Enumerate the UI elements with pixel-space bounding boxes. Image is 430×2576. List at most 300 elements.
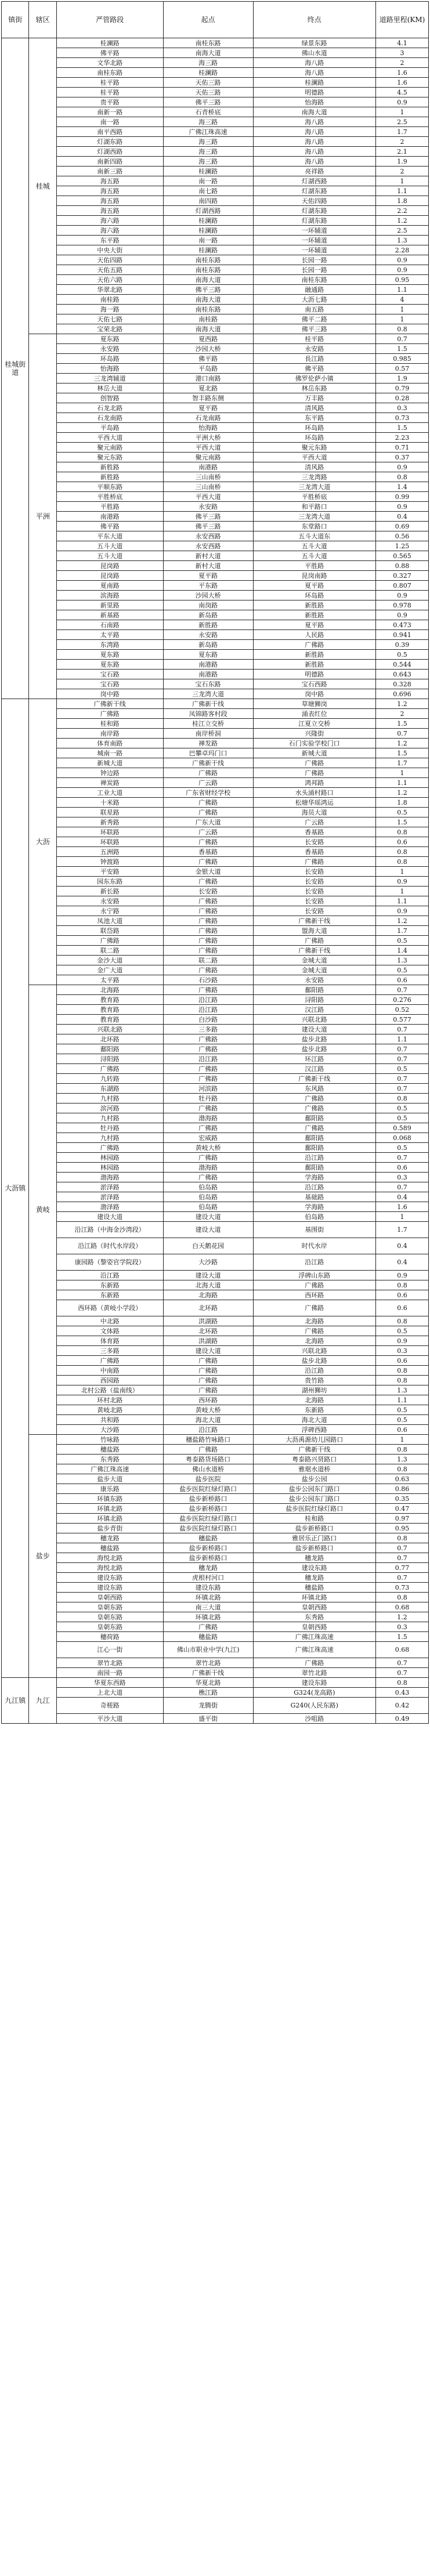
length-cell: 0.69 <box>376 522 429 531</box>
road-name-cell: 东湾路 <box>56 640 163 650</box>
end-point-cell: 大沥禹源幼儿园路口 <box>253 1435 376 1445</box>
start-point-cell: 桂澜路 <box>163 216 253 226</box>
end-point-cell: 环岛路 <box>253 591 376 600</box>
table-body <box>2 38 429 1724</box>
start-point-cell: 新胜路 <box>163 620 253 630</box>
road-name-cell: 工业大道 <box>56 788 163 798</box>
road-name-cell: 滨海路 <box>56 591 163 600</box>
end-point-cell: 海八路 <box>253 157 376 167</box>
road-name-cell: 创智路 <box>56 393 163 403</box>
road-name-cell: 天佑四路 <box>56 255 163 265</box>
end-point-cell: 北海路 <box>253 1395 376 1405</box>
table-row <box>2 97 429 107</box>
end-point-cell: 浮碑山东路 <box>253 1271 376 1280</box>
end-point-cell: 清风路 <box>253 403 376 413</box>
length-cell: 0.9 <box>376 97 429 107</box>
length-cell: 0.544 <box>376 660 429 670</box>
end-point-cell: 平胜桥底 <box>253 492 376 502</box>
table-row <box>2 216 429 226</box>
start-point-cell: 广佛路 <box>163 1104 253 1113</box>
road-name-cell: 牡丹路 <box>56 1123 163 1133</box>
end-point-cell: 新胜路 <box>253 650 376 660</box>
table-row <box>2 393 429 403</box>
length-cell: 0.71 <box>376 443 429 453</box>
end-point-cell: 灯湖东路 <box>253 216 376 226</box>
road-name-cell: 宝石路 <box>56 679 163 689</box>
table-row <box>2 1113 429 1123</box>
table-row <box>2 462 429 472</box>
end-point-cell: 浮碑西路 <box>253 1425 376 1435</box>
road-name-cell: 林园路 <box>56 1153 163 1163</box>
start-point-cell: 广佛路 <box>163 877 253 887</box>
length-cell: 0.7 <box>376 1658 429 1668</box>
end-point-cell: 桂平路 <box>253 334 376 344</box>
table-row <box>2 906 429 916</box>
road-name-cell: 天佑五路 <box>56 265 163 275</box>
length-cell: 0.7 <box>376 1182 429 1192</box>
length-cell: 3 <box>376 48 429 58</box>
length-cell: 0.7 <box>376 334 429 344</box>
road-name-cell: 九村路 <box>56 1113 163 1123</box>
table-row <box>2 443 429 453</box>
length-cell: 0.3 <box>376 1346 429 1356</box>
length-cell: 0.8 <box>376 1593 429 1602</box>
road-name-cell: 南新四路 <box>56 157 163 167</box>
start-point-cell: 夏平路 <box>163 571 253 581</box>
length-cell: 0.68 <box>376 1602 429 1612</box>
start-point-cell: 盐步医院 <box>163 1474 253 1484</box>
road-table <box>1 1 429 1724</box>
table-row <box>2 502 429 512</box>
end-point-cell: 明德路 <box>253 88 376 97</box>
length-cell: 0.7 <box>376 1573 429 1583</box>
road-name-cell: 九村路 <box>56 1133 163 1143</box>
table-row <box>2 512 429 522</box>
end-point-cell: 長江路 <box>253 354 376 364</box>
length-cell: 0.56 <box>376 531 429 541</box>
end-point-cell: 环镇北路 <box>253 1593 376 1602</box>
end-point-cell: 广佛路 <box>253 1326 376 1336</box>
road-name-cell: 渤泽路 <box>56 1202 163 1212</box>
end-point-cell: 广佛路 <box>253 1104 376 1113</box>
table-row <box>2 946 429 956</box>
start-point-cell: 南桂东路 <box>163 255 253 265</box>
start-point-cell: 建设大道 <box>163 1346 253 1356</box>
end-point-cell: 东新路 <box>253 1405 376 1415</box>
road-name-cell: 东平路 <box>56 236 163 245</box>
start-point-cell: 宝石东路 <box>163 679 253 689</box>
length-cell: 2 <box>376 58 429 68</box>
road-name-cell: 南新三路 <box>56 167 163 176</box>
table-row <box>2 344 429 354</box>
end-point-cell: 环岛路 <box>253 433 376 443</box>
table-row <box>2 1064 429 1074</box>
length-cell: 0.8 <box>376 1376 429 1385</box>
end-point-cell: 聚元东路 <box>253 443 376 453</box>
end-point-cell: 水头涌村路口 <box>253 788 376 798</box>
road-name-cell: 中南路 <box>56 1366 163 1376</box>
length-cell: 0.5 <box>376 1113 429 1123</box>
table-row <box>2 571 429 581</box>
road-name-cell: 南桂路 <box>56 295 163 305</box>
length-cell: 0.95 <box>376 275 429 285</box>
end-point-cell: 亮祥路 <box>253 167 376 176</box>
end-point-cell: 学海路 <box>253 1173 376 1182</box>
start-point-cell: 广佛路 <box>163 1385 253 1395</box>
road-name-cell: 海五路 <box>56 206 163 216</box>
table-row <box>2 689 429 699</box>
start-point-cell: 香基路 <box>163 847 253 857</box>
end-point-cell: 夏平路 <box>253 581 376 591</box>
road-name-cell: 皇朝东路 <box>56 1612 163 1622</box>
length-cell: 0.577 <box>376 1015 429 1025</box>
table-row <box>2 38 429 48</box>
end-point-cell: 天佑四路 <box>253 196 376 206</box>
end-point-cell: 长安路 <box>253 896 376 906</box>
table-row <box>2 1688 429 1698</box>
length-cell: 1.25 <box>376 541 429 551</box>
road-name-cell: 体育南路 <box>56 739 163 748</box>
start-point-cell: 广佛路 <box>163 857 253 867</box>
road-name-cell: 环岛路 <box>56 354 163 364</box>
table-row <box>2 1123 429 1133</box>
road-name-cell: 华翠北路 <box>56 285 163 295</box>
end-point-cell: 长安路 <box>253 837 376 847</box>
road-name-cell: 禅炭路 <box>56 778 163 788</box>
town-cell: 桂城街道 <box>2 38 29 699</box>
table-row <box>2 1212 429 1222</box>
table-row <box>2 196 429 206</box>
length-cell: 1 <box>376 305 429 314</box>
road-name-cell: 北环路 <box>56 1034 163 1044</box>
table-row <box>2 650 429 660</box>
table-row <box>2 1425 429 1435</box>
start-point-cell: 聚元南路 <box>163 453 253 462</box>
start-point-cell: 凤锦路客村段 <box>163 709 253 719</box>
end-point-cell: 贵竹路 <box>253 1376 376 1385</box>
length-cell: 0.9 <box>376 1336 429 1346</box>
table-row <box>2 1632 429 1642</box>
start-point-cell: 港口南路 <box>163 374 253 383</box>
road-name-cell: 桂澜路 <box>56 38 163 48</box>
length-cell: 2.2 <box>376 206 429 216</box>
end-point-cell: 皇朝西路 <box>253 1622 376 1632</box>
end-point-cell: 长安路 <box>253 867 376 877</box>
table-row <box>2 157 429 167</box>
length-cell: 0.6 <box>376 837 429 847</box>
table-row <box>2 778 429 788</box>
length-cell: 0.52 <box>376 1005 429 1015</box>
road-name-cell: 文体路 <box>56 1326 163 1336</box>
table-row <box>2 808 429 817</box>
length-cell: 0.9 <box>376 906 429 916</box>
length-cell: 1.8 <box>376 196 429 206</box>
road-name-cell: 太平路 <box>56 975 163 985</box>
length-cell: 0.79 <box>376 383 429 393</box>
end-point-cell: 盐步北路 <box>253 1356 376 1366</box>
district-cell: 黄岐 <box>29 985 56 1435</box>
road-name-cell: 金沙大道 <box>56 956 163 965</box>
end-point-cell: 兴联北路 <box>253 1015 376 1025</box>
road-name-cell: 昆岗路 <box>56 561 163 571</box>
road-name-cell: 华夏东西路 <box>56 1678 163 1688</box>
length-cell: 2.1 <box>376 147 429 157</box>
end-point-cell: 广佛路 <box>253 1094 376 1104</box>
end-point-cell: 佛罗伦萨小镇 <box>253 374 376 383</box>
road-name-cell: 桂平路 <box>56 88 163 97</box>
start-point-cell: 南一路 <box>163 176 253 186</box>
district-cell: 大沥 <box>29 699 56 985</box>
table-row <box>2 1553 429 1563</box>
start-point-cell: 伯岛路 <box>163 1202 253 1212</box>
road-name-cell: 怡海路 <box>56 364 163 374</box>
table-row <box>2 285 429 295</box>
table-row <box>2 1445 429 1455</box>
start-point-cell: 夏西路 <box>163 334 253 344</box>
table-row <box>2 620 429 630</box>
length-cell: 1.2 <box>376 216 429 226</box>
start-point-cell: 广佛路 <box>163 926 253 936</box>
end-point-cell: 穗盐路 <box>253 1583 376 1593</box>
road-name-cell: 穗荷路 <box>56 1632 163 1642</box>
road-name-cell: 沿江路 <box>56 1271 163 1280</box>
table-row <box>2 403 429 413</box>
table-row <box>2 758 429 768</box>
table-row <box>2 788 429 798</box>
road-name-cell: 灯湖西路 <box>56 147 163 157</box>
table-row <box>2 926 429 936</box>
start-point-cell: 北海大道 <box>163 1280 253 1290</box>
table-row <box>2 965 429 975</box>
length-cell: 0.4 <box>376 1238 429 1254</box>
table-row <box>2 1678 429 1688</box>
road-name-cell: 南园一路 <box>56 1668 163 1678</box>
length-cell: 0.941 <box>376 630 429 640</box>
road-name-cell: 环联路 <box>56 827 163 837</box>
start-point-cell: 穗盐路 <box>163 1632 253 1642</box>
start-point-cell: 怡海路 <box>163 423 253 433</box>
start-point-cell: 广佛路 <box>163 1064 253 1074</box>
start-point-cell: 三山南桥 <box>163 472 253 482</box>
length-cell: 2.5 <box>376 226 429 236</box>
length-cell: 1.2 <box>376 788 429 798</box>
start-point-cell: 广佛路 <box>163 906 253 916</box>
road-name-cell: 东新路 <box>56 1290 163 1300</box>
end-point-cell: 新胜路 <box>253 610 376 620</box>
length-cell: 0.35 <box>376 1494 429 1504</box>
length-cell: 0.8 <box>376 1366 429 1376</box>
table-row <box>2 236 429 245</box>
start-point-cell: 盐步医院红绿灯路口 <box>163 1524 253 1533</box>
road-name-cell: 教育路 <box>56 1005 163 1015</box>
table-row <box>2 117 429 127</box>
table-row <box>2 107 429 117</box>
length-cell: 0.5 <box>376 808 429 817</box>
start-point-cell: 广佛路 <box>163 916 253 926</box>
end-point-cell: 沙咀路 <box>253 1714 376 1724</box>
header-end: 终点 <box>253 2 376 38</box>
table-row <box>2 492 429 502</box>
road-name-cell: 海五路 <box>56 176 163 186</box>
end-point-cell: 东平路 <box>253 413 376 423</box>
end-point-cell: 五斗大道 <box>253 541 376 551</box>
end-point-cell: 时代水岸 <box>253 1238 376 1254</box>
end-point-cell: 广佛路 <box>253 1300 376 1316</box>
start-point-cell: 牡丹路 <box>163 1094 253 1104</box>
length-cell: 0.807 <box>376 581 429 591</box>
table-row <box>2 305 429 314</box>
end-point-cell: 广佛江珠高速 <box>253 1642 376 1658</box>
start-point-cell: 平西大道 <box>163 492 253 502</box>
start-point-cell: 广佛新干线 <box>163 758 253 768</box>
end-point-cell: 新胜路 <box>253 600 376 610</box>
end-point-cell: 长安路 <box>253 887 376 896</box>
table-row <box>2 719 429 729</box>
start-point-cell: 夏北路 <box>163 383 253 393</box>
start-point-cell: 盛平街 <box>163 1714 253 1724</box>
start-point-cell: 广云路 <box>163 827 253 837</box>
end-point-cell: 平胜路 <box>253 561 376 571</box>
road-name-cell: 穗盐路 <box>56 1445 163 1455</box>
length-cell: 1.7 <box>376 926 429 936</box>
start-point-cell: 海三路 <box>163 58 253 68</box>
start-point-cell: 南桂东路 <box>163 38 253 48</box>
table-row <box>2 670 429 679</box>
start-point-cell: 伯岛路 <box>163 1182 253 1192</box>
length-cell: 1.9 <box>376 374 429 383</box>
start-point-cell: 南海大道 <box>163 295 253 305</box>
end-point-cell: 长园一路 <box>253 255 376 265</box>
road-name-cell: 建设大道 <box>56 1212 163 1222</box>
length-cell: 0.5 <box>376 936 429 946</box>
road-name-cell: 广佛路 <box>56 1356 163 1366</box>
road-name-cell: 联岱路 <box>56 926 163 936</box>
length-cell: 0.37 <box>376 453 429 462</box>
length-cell: 0.6 <box>376 975 429 985</box>
start-point-cell: 桂澜路 <box>163 226 253 236</box>
road-name-cell: 钟渡路 <box>56 857 163 867</box>
table-row <box>2 867 429 877</box>
length-cell: 0.9 <box>376 610 429 620</box>
end-point-cell: 江夏立交桥 <box>253 719 376 729</box>
start-point-cell: 广佛路 <box>163 768 253 778</box>
table-row <box>2 1153 429 1163</box>
end-point-cell: 绿景东路 <box>253 38 376 48</box>
table-row <box>2 295 429 305</box>
start-point-cell: 石青桥底 <box>163 107 253 117</box>
start-point-cell: 新村大道 <box>163 561 253 571</box>
end-point-cell: 鄱阳路 <box>253 1163 376 1173</box>
table-row <box>2 1025 429 1034</box>
length-cell: 0.7 <box>376 729 429 739</box>
road-name-cell: 广佛路 <box>56 1143 163 1153</box>
table-row <box>2 561 429 571</box>
end-point-cell: 兴隆街 <box>253 729 376 739</box>
start-point-cell: 海三路 <box>163 157 253 167</box>
road-name-cell: 翠竹北路 <box>56 1658 163 1668</box>
end-point-cell: 三龙湾大道 <box>253 512 376 522</box>
length-cell: 1.4 <box>376 482 429 492</box>
end-point-cell: 长安路 <box>253 906 376 916</box>
length-cell: 1.1 <box>376 1395 429 1405</box>
length-cell: 0.3 <box>376 1173 429 1182</box>
table-row <box>2 1034 429 1044</box>
length-cell: 1.6 <box>376 1202 429 1212</box>
length-cell: 0.8 <box>376 1094 429 1104</box>
end-point-cell: 南海大道 <box>253 107 376 117</box>
start-point-cell: 南海大道 <box>163 48 253 58</box>
road-name-cell: 夏东路 <box>56 650 163 660</box>
end-point-cell: 西环路 <box>253 1290 376 1300</box>
road-name-cell: 共和路 <box>56 1415 163 1425</box>
start-point-cell: 华夏北路 <box>163 1678 253 1688</box>
road-name-cell: 夏东路 <box>56 334 163 344</box>
table-row <box>2 1455 429 1464</box>
length-cell: 1.1 <box>376 778 429 788</box>
start-point-cell: 粤泰路货场路口 <box>163 1455 253 1464</box>
start-point-cell: 白沙路 <box>163 1015 253 1025</box>
end-point-cell: 湖州狮坊 <box>253 1385 376 1395</box>
end-point-cell: 灯湖西路 <box>253 176 376 186</box>
start-point-cell: 北环路 <box>163 1300 253 1316</box>
end-point-cell: 新胜路 <box>253 660 376 670</box>
length-cell: 0.7 <box>376 1054 429 1064</box>
start-point-cell: 三山南桥 <box>163 482 253 492</box>
start-point-cell: 广佛路 <box>163 1034 253 1044</box>
road-name-cell: 海六路 <box>56 216 163 226</box>
start-point-cell: 广佛路 <box>163 1074 253 1084</box>
table-row <box>2 581 429 591</box>
start-point-cell: 建设大道 <box>163 1212 253 1222</box>
road-name-cell: 平顺东路 <box>56 482 163 492</box>
table-row <box>2 768 429 778</box>
road-name-cell: 环镇东路 <box>56 1494 163 1504</box>
length-cell: 1.5 <box>376 344 429 354</box>
road-name-cell: 中央大街 <box>56 245 163 255</box>
start-point-cell: 桂澜路 <box>163 245 253 255</box>
start-point-cell: 广佛新干线 <box>163 699 253 709</box>
table-row <box>2 383 429 393</box>
start-point-cell: 西环路 <box>163 1395 253 1405</box>
road-name-cell: 十米路 <box>56 798 163 808</box>
start-point-cell: 南海大道 <box>163 275 253 285</box>
table-row <box>2 1104 429 1113</box>
table-row <box>2 275 429 285</box>
length-cell: 1.2 <box>376 739 429 748</box>
start-point-cell: 平西大道 <box>163 443 253 453</box>
end-point-cell: 桂澜路 <box>253 78 376 88</box>
road-name-cell: 西园路 <box>56 1376 163 1385</box>
road-name-cell: 海六路 <box>56 226 163 236</box>
road-name-cell: 宝石路 <box>56 670 163 679</box>
start-point-cell: 广佛路 <box>163 798 253 808</box>
length-cell: 0.39 <box>376 640 429 650</box>
end-point-cell: 海八路 <box>253 68 376 78</box>
length-cell: 1.9 <box>376 157 429 167</box>
end-point-cell: 一环辅道 <box>253 245 376 255</box>
road-name-cell: 天佑六路 <box>56 275 163 285</box>
length-cell: 0.6 <box>376 1163 429 1173</box>
end-point-cell: 广佛新干线 <box>253 946 376 956</box>
length-cell: 1 <box>376 887 429 896</box>
road-name-cell: 九村路 <box>56 1094 163 1104</box>
table-row <box>2 255 429 265</box>
start-point-cell: 南桂路 <box>163 314 253 324</box>
road-name-cell: 穗盐路 <box>56 1543 163 1553</box>
road-name-cell: 新里路 <box>56 600 163 610</box>
length-cell: 1.4 <box>376 946 429 956</box>
end-point-cell: 东堂路口 <box>253 522 376 531</box>
